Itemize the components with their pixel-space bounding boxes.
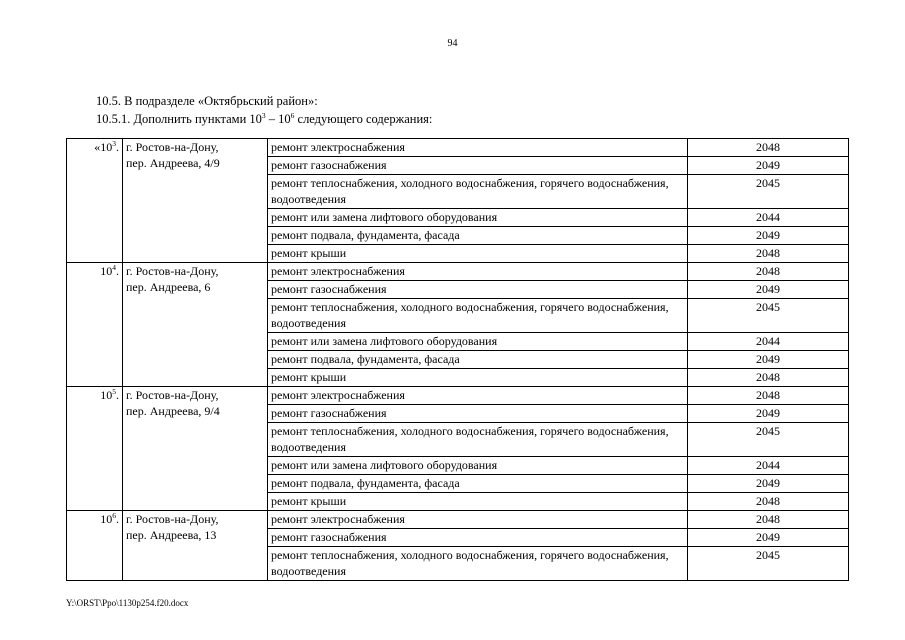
address-cell <box>123 139 268 263</box>
file-path-footer: Y:\ORST\Ppo\1130p254.f20.docx <box>66 598 189 608</box>
address-street: пер. Андреева, 4/9 <box>126 156 220 170</box>
year-cell: 2049 <box>688 157 849 175</box>
instruction-sup-end: 6 <box>290 110 295 120</box>
work-type-cell: ремонт или замена лифтового оборудования <box>268 333 688 351</box>
item-number-prefix: «10 <box>94 140 113 154</box>
address-street: пер. Андреева, 13 <box>126 528 217 542</box>
year-cell: 2049 <box>688 351 849 369</box>
year-cell: 2049 <box>688 529 849 547</box>
address-city: г. Ростов-на-Дону, <box>126 140 219 154</box>
item-number-suffix: . <box>116 512 119 526</box>
address-city: г. Ростов-на-Дону, <box>126 388 219 402</box>
address-street: пер. Андреева, 6 <box>126 280 211 294</box>
item-number-suffix: . <box>116 264 119 278</box>
year-cell: 2045 <box>688 547 849 581</box>
work-type-cell: ремонт подвала, фундамента, фасада <box>268 475 688 493</box>
year-cell: 2044 <box>688 209 849 227</box>
work-type-cell: ремонт теплоснабжения, холодного водоснабжения, горячего водоснабжения, водоотведения <box>268 423 688 457</box>
address-city: г. Ростов-на-Дону, <box>126 512 219 526</box>
year-cell: 2048 <box>688 245 849 263</box>
item-number <box>67 387 123 511</box>
year-cell: 2045 <box>688 175 849 209</box>
year-cell: 2048 <box>688 139 849 157</box>
address-cell <box>123 387 268 511</box>
item-number-prefix: 10 <box>100 264 113 278</box>
instruction-sup-start: 3 <box>261 110 266 120</box>
item-number <box>67 511 123 581</box>
item-number-sup: 3 <box>112 139 116 148</box>
instruction-text-end: следующего содержания: <box>294 112 433 126</box>
year-cell: 2049 <box>688 227 849 245</box>
year-cell: 2049 <box>688 281 849 299</box>
section-instruction <box>96 112 432 127</box>
work-type-cell: ремонт или замена лифтового оборудования <box>268 457 688 475</box>
work-type-cell: ремонт электроснабжения <box>268 387 688 405</box>
year-cell: 2044 <box>688 457 849 475</box>
item-number-suffix: . <box>116 140 119 154</box>
year-cell: 2048 <box>688 493 849 511</box>
year-cell: 2049 <box>688 475 849 493</box>
item-number <box>67 139 123 263</box>
instruction-text-dash: – 10 <box>265 112 291 126</box>
item-number-suffix: . <box>116 388 119 402</box>
page-number: 94 <box>447 38 458 49</box>
item-number-sup: 5 <box>112 387 116 396</box>
work-type-cell: ремонт газоснабжения <box>268 157 688 175</box>
address-street: пер. Андреева, 9/4 <box>126 404 220 418</box>
work-type-cell: ремонт или замена лифтового оборудования <box>268 209 688 227</box>
work-type-cell: ремонт крыши <box>268 245 688 263</box>
address-city: г. Ростов-на-Дону, <box>126 264 219 278</box>
table-row <box>67 387 849 405</box>
work-type-cell: ремонт теплоснабжения, холодного водоснабжения, горячего водоснабжения, водоотведения <box>268 299 688 333</box>
work-type-cell: ремонт подвала, фундамента, фасада <box>268 227 688 245</box>
year-cell: 2045 <box>688 423 849 457</box>
table-row <box>67 139 849 157</box>
work-type-cell: ремонт газоснабжения <box>268 281 688 299</box>
instruction-text-start: 10.5.1. Дополнить пунктами 10 <box>96 112 262 126</box>
item-number-prefix: 10 <box>100 388 113 402</box>
work-type-cell: ремонт подвала, фундамента, фасада <box>268 351 688 369</box>
work-type-cell: ремонт газоснабжения <box>268 405 688 423</box>
work-type-cell: ремонт электроснабжения <box>268 263 688 281</box>
year-cell: 2045 <box>688 299 849 333</box>
section-heading: 10.5. В подразделе «Октябрьский район»: <box>96 94 318 108</box>
work-type-cell: ремонт электроснабжения <box>268 139 688 157</box>
work-type-cell: ремонт газоснабжения <box>268 529 688 547</box>
work-type-cell: ремонт крыши <box>268 493 688 511</box>
table-body <box>67 139 849 581</box>
table-row <box>67 511 849 529</box>
year-cell: 2049 <box>688 405 849 423</box>
work-type-cell: ремонт электроснабжения <box>268 511 688 529</box>
work-type-cell: ремонт теплоснабжения, холодного водоснабжения, горячего водоснабжения, водоотведения <box>268 547 688 581</box>
year-cell: 2048 <box>688 263 849 281</box>
item-number-sup: 6 <box>112 511 116 520</box>
year-cell: 2048 <box>688 387 849 405</box>
year-cell: 2048 <box>688 369 849 387</box>
address-cell <box>123 263 268 387</box>
address-cell <box>123 511 268 581</box>
work-type-cell: ремонт теплоснабжения, холодного водоснабжения, горячего водоснабжения, водоотведения <box>268 175 688 209</box>
table-row <box>67 263 849 281</box>
year-cell: 2048 <box>688 511 849 529</box>
item-number-prefix: 10 <box>100 512 113 526</box>
work-type-cell: ремонт крыши <box>268 369 688 387</box>
item-number-sup: 4 <box>112 263 116 272</box>
item-number <box>67 263 123 387</box>
year-cell: 2044 <box>688 333 849 351</box>
repair-schedule-table <box>66 138 849 581</box>
